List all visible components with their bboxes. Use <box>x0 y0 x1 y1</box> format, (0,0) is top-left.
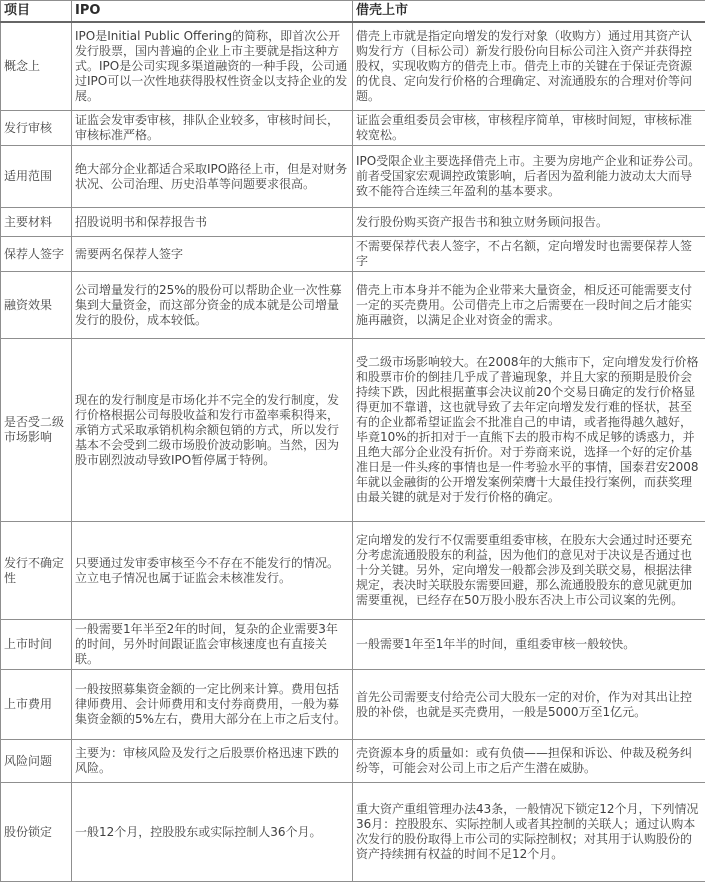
backdoor-cell: 一般需要1年至1年半的时间，重组委审核一般较快。 <box>353 620 705 670</box>
row-label: 是否受二级市场影响 <box>1 339 72 522</box>
ipo-cell: 主要为：审核风险及发行之后股票价格迅速下跌的风险。 <box>72 740 353 783</box>
backdoor-cell: IPO受限企业主要选择借壳上市。主要为房地产企业和证券公司。前者受国家宏观调控政策影响，后者因为盈利能力波动太大而导致不能符合连续三年盈利的基本要求。 <box>353 146 705 208</box>
table-row-listing-cost <box>1 670 705 740</box>
row-label: 发行审核 <box>1 111 72 146</box>
table-row-financing-effect <box>1 272 705 339</box>
table-row-issuance-review <box>1 111 705 146</box>
table-row-secondary-market-impact <box>1 339 705 522</box>
row-label: 保荐人签字 <box>1 237 72 272</box>
table-row-risk-issues <box>1 740 705 783</box>
backdoor-cell: 受二级市场影响较大。在2008年的大熊市下，定向增发发行价格和股票市价的倒挂几乎成了普遍现象，并且大家的预期是股价会持续下跌，因此根据董事会决议前20个交易日确定的发行价格显得更加不靠谱，这也就导致了去年定向增发发行难的怪状，甚至有的企业都希望证监会不批准自己的申请，或者拖得越久越好，毕竟10%的折扣对于一直熊下去的股市构不成足够的诱惑力，并且绝大部分企业没有折价。对于券商来说，选择一个好的定价基准日是一件头疼的事情也是一件考验水平的事情，国泰君安2008年就以金融街的公开增发案例荣膺十大最佳投行案例，而获奖理由最关键的就是对于发行价格的确定。 <box>353 339 705 522</box>
table-row-issuance-uncertainty <box>1 522 705 620</box>
backdoor-cell: 定向增发的发行不仅需要重组委审核，在股东大会通过时还要充分考虑流通股股东的利益，因为他们的意见对于决议是否通过也十分关键。另外，定向增发一般都会涉及到关联交易，根据法律规定，表决时关联股东需要回避，那么流通股股东的意见就更加需要重视，已经存在50万股小股东否决上市公司议案的先例。 <box>353 522 705 620</box>
row-label: 上市时间 <box>1 620 72 670</box>
backdoor-cell: 借壳上市就是指定向增发的发行对象（收购方）通过用其资产认购发行方（目标公司）新发行股份向目标公司注入资产并获得控股权，实现收购方的借壳上市。借壳上市的关键在于保证壳资源的优良、定向发行价格的合理确定、对流通股东的合理对价等问题。 <box>353 22 705 111</box>
ipo-cell: 证监会发审委审核，排队企业较多，审核时间长，审核标准严格。 <box>72 111 353 146</box>
ipo-cell: 一般按照募集资金额的一定比例来计算。费用包括律师费用、会计师费用和支付券商费用，一般为募集资金额的5%左右，费用大部分在上市之后支付。 <box>72 670 353 740</box>
ipo-cell: 一般12个月，控股股东或实际控制人36个月。 <box>72 783 353 882</box>
column-header-ipo: IPO <box>72 1 353 22</box>
table-row-share-lockup <box>1 783 705 882</box>
row-label: 适用范围 <box>1 146 72 208</box>
backdoor-cell: 证监会重组委员会审核，审核程序简单，审核时间短，审核标准较宽松。 <box>353 111 705 146</box>
row-label: 上市费用 <box>1 670 72 740</box>
backdoor-cell: 不需要保荐代表人签字，不占名额，定向增发时也需要保荐人签字 <box>353 237 705 272</box>
row-label: 股份锁定 <box>1 783 72 882</box>
table-row-applicable-scope <box>1 146 705 208</box>
table-row-concept <box>1 22 705 111</box>
table-row-main-materials <box>1 208 705 237</box>
ipo-cell: 只要通过发审委审核至今不存在不能发行的情况。立立电子情况也属于证监会未核准发行。 <box>72 522 353 620</box>
row-label: 风险问题 <box>1 740 72 783</box>
ipo-cell: 一般需要1年半至2年的时间，复杂的企业需要3年的时间，另外时间跟证监会审核速度也有直接关联。 <box>72 620 353 670</box>
column-header-item: 项目 <box>1 1 72 22</box>
table-row-sponsor-signature <box>1 237 705 272</box>
backdoor-cell: 壳资源本身的质量如：或有负债——担保和诉讼、仲裁及税务纠纷等，可能会对公司上市之后产生潜在威胁。 <box>353 740 705 783</box>
backdoor-cell: 借壳上市本身并不能为企业带来大量资金，相反还可能需要支付一定的买壳费用。公司借壳上市之后需要在一段时间之后才能实施再融资，以满足企业对资金的需求。 <box>353 272 705 339</box>
ipo-cell: 需要两名保荐人签字 <box>72 237 353 272</box>
row-label: 主要材料 <box>1 208 72 237</box>
backdoor-cell: 首先公司需要支付给壳公司大股东一定的对价，作为对其出让控股的补偿，也就是买壳费用，一般是5000万至1亿元。 <box>353 670 705 740</box>
table-header-row <box>1 1 705 22</box>
table-row-listing-time <box>1 620 705 670</box>
ipo-cell: IPO是Initial Public Offering的简称，即首次公开发行股票，国内普遍的企业上市主要就是指这种方式。IPO是公司实现多渠道融资的一种手段，公司通过IPO可以一次性地获得股权性资金以支持企业的发展。 <box>72 22 353 111</box>
row-label: 融资效果 <box>1 272 72 339</box>
backdoor-cell: 发行股份购买资产报告书和独立财务顾问报告。 <box>353 208 705 237</box>
ipo-cell: 招股说明书和保荐报告书 <box>72 208 353 237</box>
ipo-cell: 绝大部分企业都适合采取IPO路径上市，但是对财务状况、公司治理、历史沿革等问题要求很高。 <box>72 146 353 208</box>
ipo-cell: 公司增量发行的25%的股份可以帮助企业一次性募集到大量资金，而这部分资金的成本就是公司增量发行的股份，成本较低。 <box>72 272 353 339</box>
row-label: 概念上 <box>1 22 72 111</box>
backdoor-cell: 重大资产重组管理办法43条，一般情况下锁定12个月，下列情况36月：控股股东、实际控制人或者其控制的关联人；通过认购本次发行的股份取得上市公司的实际控制权；对其用于认购股份的资产持续拥有权益的时间不足12个月。 <box>353 783 705 882</box>
ipo-cell: 现在的发行制度是市场化并不完全的发行制度，发行价格根据公司每股收益和发行市盈率乘积得来，承销方式采取承销机构余额包销的方式，所以发行基本不会受到二级市场股价波动影响。当然，因为股市剧烈波动导致IPO暂停属于特例。 <box>72 339 353 522</box>
row-label: 发行不确定性 <box>1 522 72 620</box>
column-header-backdoor-listing: 借壳上市 <box>353 1 705 22</box>
